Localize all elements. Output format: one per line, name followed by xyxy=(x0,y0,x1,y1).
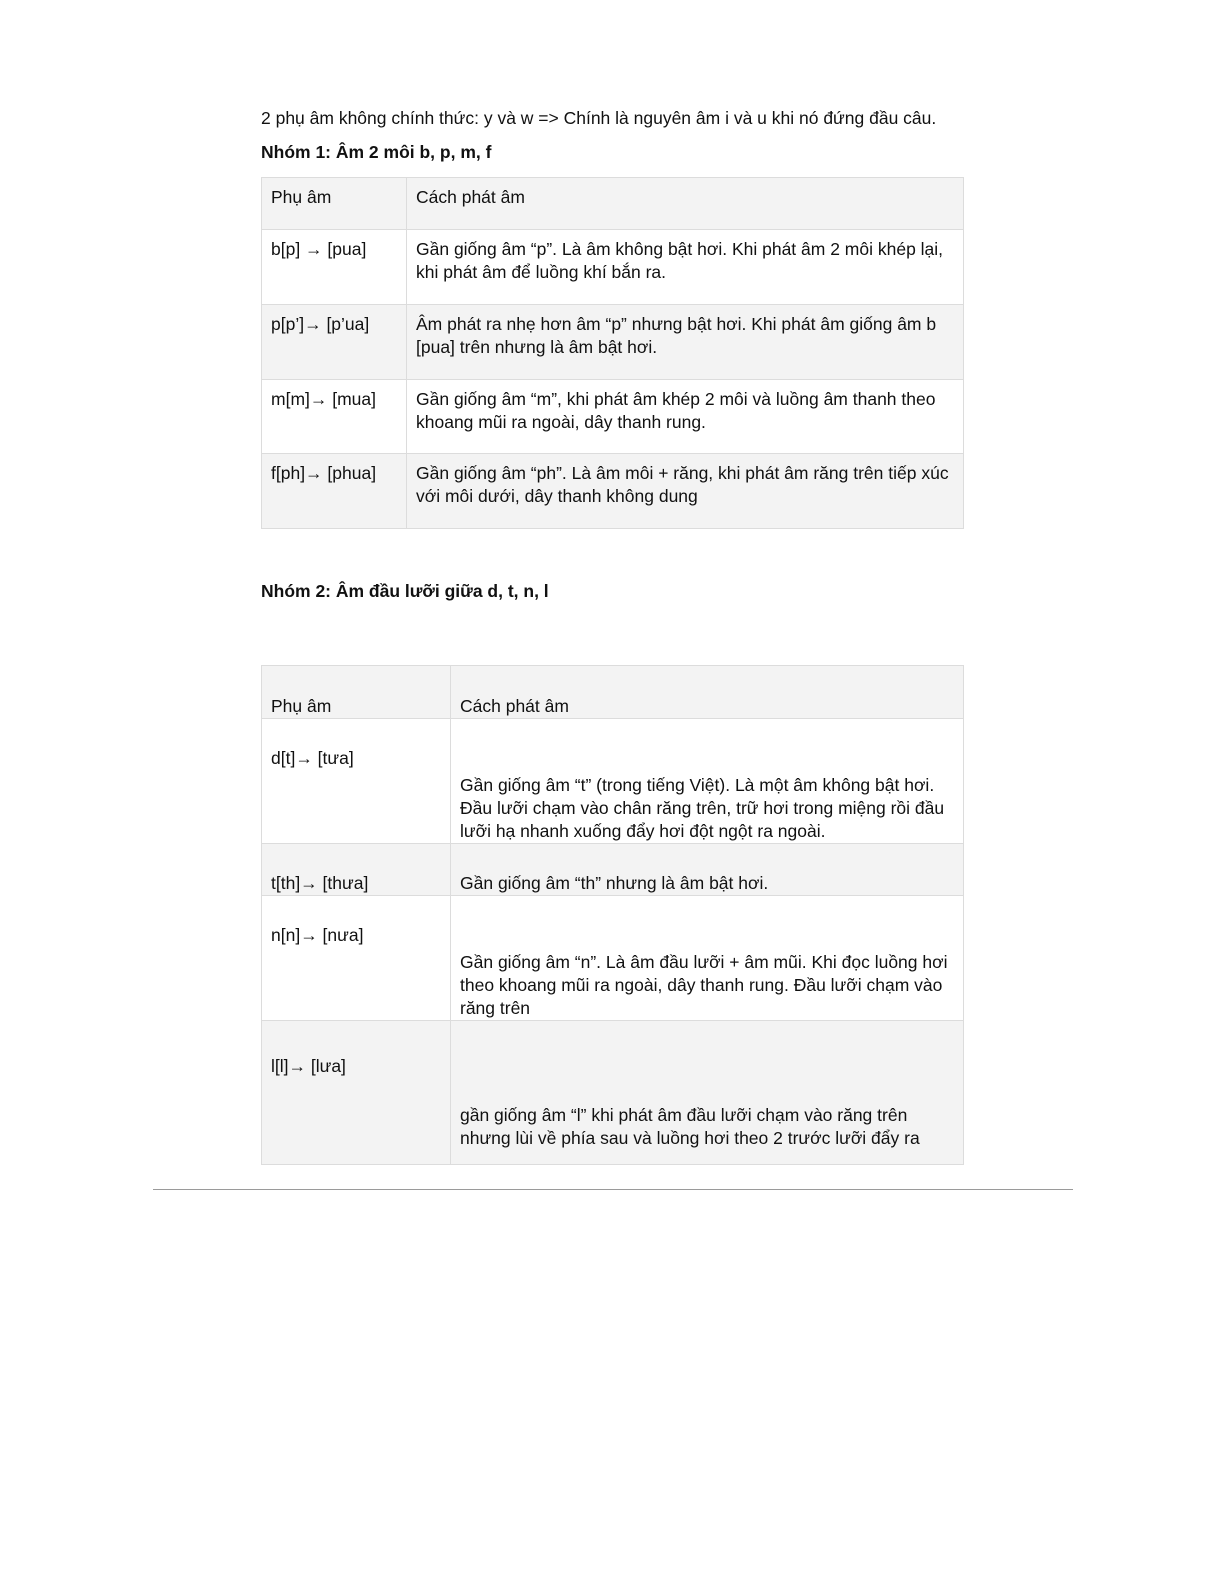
group2-table xyxy=(261,665,964,1165)
horizontal-divider xyxy=(153,1189,1073,1190)
table-row xyxy=(262,380,964,454)
description-cell: gần giống âm “l” khi phát âm đầu lưỡi chạm vào răng trên nhưng lùi về phía sau và luồng hơi theo 2 trước lưỡi đẩy ra xyxy=(451,1021,964,1165)
table-header-row xyxy=(262,666,964,719)
description-cell: Gần giống âm “n”. Là âm đầu lưỡi + âm mũi. Khi đọc luồng hơi theo khoang mũi ra ngoài, dây thanh rung. Đầu lưỡi chạm vào răng trên xyxy=(451,896,964,1021)
table-row xyxy=(262,896,964,1021)
description-cell: Gần giống âm “th” nhưng là âm bật hơi. xyxy=(451,844,964,896)
intro-text: 2 phụ âm không chính thức: y và w => Chính là nguyên âm i và u khi nó đứng đầu câu. xyxy=(261,108,937,128)
table-row xyxy=(262,844,964,896)
table-header-row xyxy=(262,178,964,230)
group1-heading: Nhóm 1: Âm 2 môi b, p, m, f xyxy=(261,142,492,162)
group2-heading: Nhóm 2: Âm đầu lưỡi giữa d, t, n, l xyxy=(261,581,549,601)
description-cell: Gần giống âm “m”, khi phát âm khép 2 môi và luồng âm thanh theo khoang mũi ra ngoài, dây thanh rung. xyxy=(407,380,964,454)
consonant-cell: p[p’]→ [p’ua] xyxy=(262,305,407,380)
description-cell: Gần giống âm “p”. Là âm không bật hơi. Khi phát âm 2 môi khép lại, khi phát âm để luồng khí bắn ra. xyxy=(407,230,964,305)
header-pronunciation: Cách phát âm xyxy=(451,666,964,719)
header-consonant: Phụ âm xyxy=(262,666,451,719)
description-cell: Gần giống âm “t” (trong tiếng Việt). Là một âm không bật hơi. Đầu lưỡi chạm vào chân răng trên, trữ hơi trong miệng rồi đầu lưỡi hạ nhanh xuống đẩy hơi đột ngột ra ngoài. xyxy=(451,719,964,844)
consonant-cell: f[ph]→ [phua] xyxy=(262,454,407,529)
description-cell: Âm phát ra nhẹ hơn âm “p” nhưng bật hơi. Khi phát âm giống âm b [pua] trên nhưng là âm bật hơi. xyxy=(407,305,964,380)
consonant-cell: d[t]→ [tưa] xyxy=(262,719,451,844)
consonant-cell: m[m]→ [mua] xyxy=(262,380,407,454)
table-row xyxy=(262,454,964,529)
table-row xyxy=(262,305,964,380)
table-row xyxy=(262,230,964,305)
table-row xyxy=(262,1021,964,1165)
header-pronunciation: Cách phát âm xyxy=(407,178,964,230)
table-row xyxy=(262,719,964,844)
consonant-cell: n[n]→ [nưa] xyxy=(262,896,451,1021)
header-consonant: Phụ âm xyxy=(262,178,407,230)
consonant-cell: t[th]→ [thưa] xyxy=(262,844,451,896)
group1-table xyxy=(261,177,964,529)
consonant-cell: b[p] → [pua] xyxy=(262,230,407,305)
consonant-cell: l[l]→ [lưa] xyxy=(262,1021,451,1165)
description-cell: Gần giống âm “ph”. Là âm môi + răng, khi phát âm răng trên tiếp xúc với môi dưới, dây thanh không dung xyxy=(407,454,964,529)
